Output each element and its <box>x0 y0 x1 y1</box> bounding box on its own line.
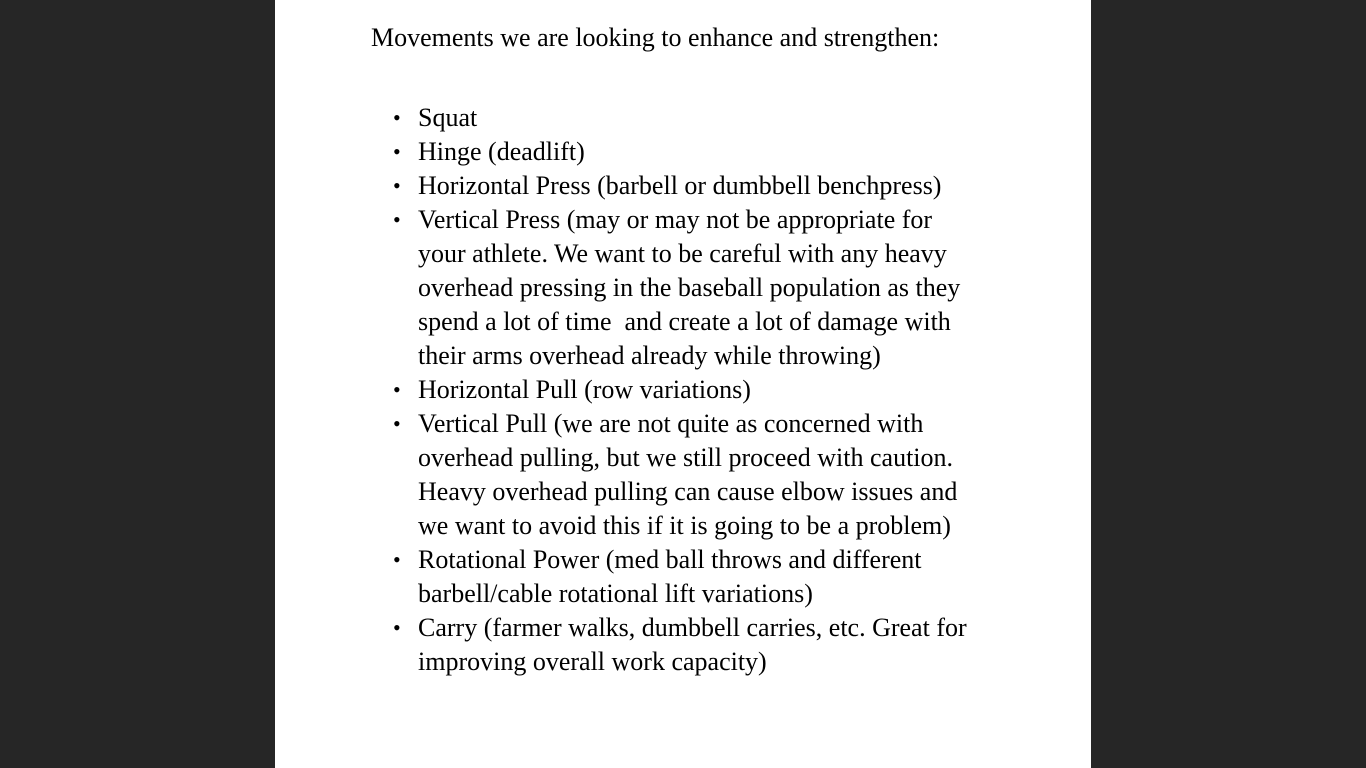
list-item-line: Horizontal Press (barbell or dumbbell benchpress) <box>418 171 942 200</box>
list-item-line: Squat <box>418 103 478 132</box>
list-item-line: spend a lot of time and create a lot of damage with <box>418 307 951 336</box>
list-item-line: overhead pressing in the baseball population as they <box>418 273 961 302</box>
list-item-hinge <box>393 135 988 169</box>
bullet-icon: • <box>393 207 401 232</box>
movements-list <box>393 101 988 679</box>
bullet-icon: • <box>393 615 401 640</box>
bullet-icon: • <box>393 173 401 198</box>
list-item-line: Vertical Pull (we are not quite as concerned with <box>418 409 924 438</box>
list-item-vertical-pull <box>393 407 988 543</box>
bullet-icon: • <box>393 377 401 402</box>
intro-text: Movements we are looking to enhance and strengthen: <box>371 23 940 52</box>
list-item-line: Vertical Press (may or may not be appropriate for <box>418 205 933 234</box>
document-page <box>275 0 1091 768</box>
list-item-line: barbell/cable rotational lift variations) <box>418 579 813 608</box>
list-item-rotational-power <box>393 543 988 611</box>
list-item-line: your athlete. We want to be careful with any heavy <box>418 239 947 268</box>
bullet-icon: • <box>393 411 401 436</box>
list-item-line: we want to avoid this if it is going to be a problem) <box>418 511 951 540</box>
list-item-vertical-press <box>393 203 988 373</box>
list-item-squat <box>393 101 988 135</box>
list-item-line: improving overall work capacity) <box>418 647 767 676</box>
list-item-line: Carry (farmer walks, dumbbell carries, etc. Great for <box>418 613 967 642</box>
bullet-icon: • <box>393 547 401 572</box>
list-item-line: Rotational Power (med ball throws and different <box>418 545 922 574</box>
list-item-line: their arms overhead already while throwing) <box>418 341 881 370</box>
list-item-line: Horizontal Pull (row variations) <box>418 375 751 404</box>
bullet-icon: • <box>393 105 401 130</box>
list-item-line: overhead pulling, but we still proceed with caution. <box>418 443 954 472</box>
list-item-horizontal-pull <box>393 373 988 407</box>
list-item-line: Hinge (deadlift) <box>418 137 585 166</box>
list-item-horizontal-press <box>393 169 988 203</box>
bullet-icon: • <box>393 139 401 164</box>
list-item-line: Heavy overhead pulling can cause elbow issues and <box>418 477 958 506</box>
list-item-carry <box>393 611 988 679</box>
